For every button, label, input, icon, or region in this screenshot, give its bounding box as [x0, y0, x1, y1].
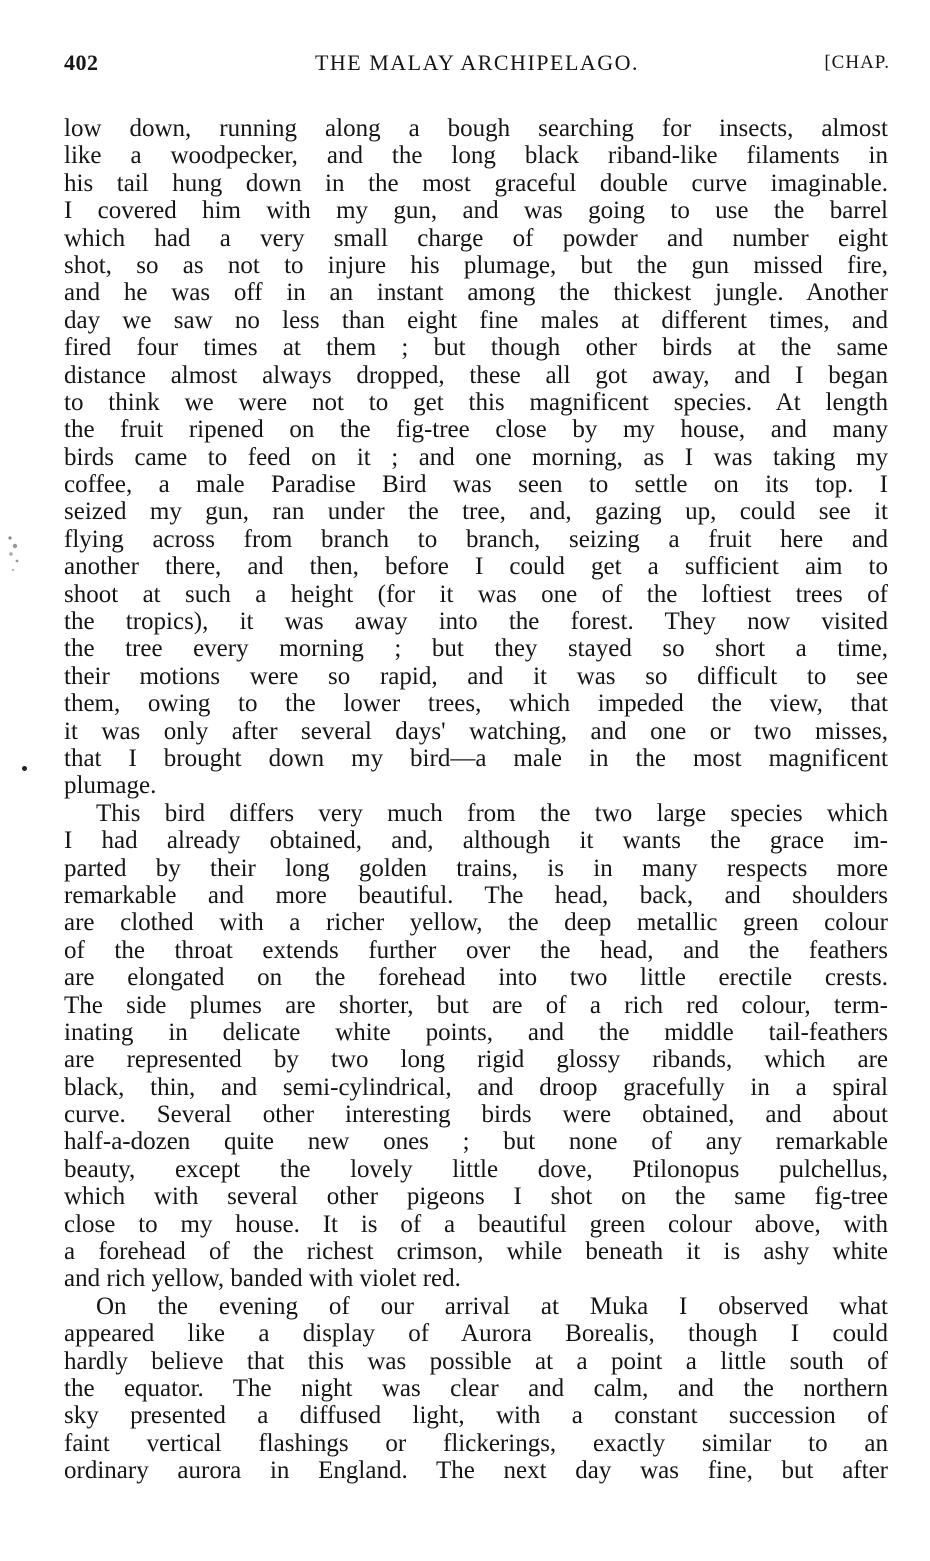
- text-line: them, owing to the lower trees, which impeded the view, that: [64, 690, 888, 718]
- text-line: appeared like a display of Aurora Borealis, though I could: [64, 1320, 888, 1348]
- text-line: their motions were so rapid, and it was so difficult to see: [64, 662, 888, 690]
- text-line: the tropics), it was away into the forest. They now visited: [64, 608, 888, 636]
- text-line: of the throat extends further over the head, and the feathers: [64, 936, 888, 964]
- text-line: seized my gun, ran under the tree, and, gazing up, could see it: [64, 498, 888, 526]
- text-line: and rich yellow, banded with violet red.: [64, 1265, 461, 1293]
- text-line: and he was off in an instant among the thickest jungle. Another: [64, 279, 888, 307]
- text-line: the equator. The night was clear and calm, and the northern: [64, 1374, 888, 1402]
- paragraph: [64, 115, 888, 800]
- text-line: plumage.: [64, 772, 157, 800]
- chapter-mark: [CHAP.: [824, 52, 890, 73]
- paragraph: [64, 1293, 888, 1485]
- body-text: [64, 115, 888, 1485]
- text-line: coffee, a male Paradise Bird was seen to settle on its top. I: [64, 471, 888, 499]
- margin-speck: [4, 530, 24, 580]
- text-line: half-a-dozen quite new ones ; but none of any remarkable: [64, 1128, 888, 1156]
- text-line: which had a very small charge of powder and number eight: [64, 224, 888, 252]
- text-line: The side plumes are shorter, but are of a rich red colour, term-: [64, 991, 888, 1019]
- text-line: low down, running along a bough searching for insects, almost: [64, 115, 888, 142]
- page-number: 402: [64, 50, 99, 75]
- text-line: are elongated on the forehead into two little erectile crests.: [64, 964, 888, 992]
- text-line: shot, so as not to injure his plumage, but the gun missed fire,: [64, 251, 888, 279]
- book-title: THE MALAY ARCHIPELAGO.: [314, 50, 640, 75]
- text-line: On the evening of our arrival at Muka I observed what: [96, 1292, 888, 1320]
- text-line: ordinary aurora in England. The next day was fine, but after: [64, 1457, 888, 1485]
- text-line: curve. Several other interesting birds were obtained, and about: [64, 1101, 888, 1129]
- text-line: are clothed with a richer yellow, the deep metallic green colour: [64, 909, 888, 937]
- text-line: I covered him with my gun, and was going to use the barrel: [64, 197, 888, 225]
- text-line: are represented by two long rigid glossy ribands, which are: [64, 1046, 888, 1074]
- margin-dot: [22, 766, 27, 771]
- text-line: beauty, except the lovely little dove, Ptilonopus pulchellus,: [64, 1155, 888, 1183]
- text-line: another there, and then, before I could get a sufficient aim to: [64, 553, 888, 581]
- text-line: shoot at such a height (for it was one of the loftiest trees of: [64, 580, 888, 608]
- text-line: This bird differs very much from the two large species which: [96, 799, 888, 827]
- text-line: sky presented a diffused light, with a constant succession of: [64, 1402, 888, 1430]
- text-line: like a woodpecker, and the long black riband-like filaments in: [64, 142, 888, 170]
- text-line: to think we were not to get this magnificent species. At length: [64, 388, 888, 416]
- text-line: which with several other pigeons I shot on the same fig-tree: [64, 1183, 888, 1211]
- text-line: his tail hung down in the most graceful double curve imaginable.: [64, 169, 888, 197]
- text-line: that I brought down my bird—a male in the most magnificent: [64, 744, 888, 772]
- text-line: remarkable and more beautiful. The head, back, and shoulders: [64, 881, 888, 909]
- text-line: distance almost always dropped, these all got away, and I began: [64, 361, 888, 389]
- text-line: parted by their long golden trains, is in many respects more: [64, 854, 888, 882]
- paragraph: [64, 800, 888, 1293]
- text-line: day we saw no less than eight fine males at different times, and: [64, 306, 888, 334]
- text-line: fired four times at them ; but though other birds at the same: [64, 334, 888, 362]
- text-line: a forehead of the richest crimson, while beneath it is ashy white: [64, 1238, 888, 1266]
- text-line: I had already obtained, and, although it wants the grace im-: [64, 827, 888, 855]
- running-head: [64, 50, 890, 84]
- text-line: close to my house. It is of a beautiful green colour above, with: [64, 1210, 888, 1238]
- text-line: it was only after several days' watching, and one or two misses,: [64, 717, 888, 745]
- text-line: the fruit ripened on the fig-tree close by my house, and many: [64, 416, 888, 444]
- text-line: black, thin, and semi-cylindrical, and droop gracefully in a spiral: [64, 1073, 888, 1101]
- text-line: flying across from branch to branch, seizing a fruit here and: [64, 525, 888, 553]
- text-line: faint vertical flashings or flickerings, exactly similar to an: [64, 1429, 888, 1457]
- text-line: hardly believe that this was possible at a point a little south of: [64, 1347, 888, 1375]
- text-line: the tree every morning ; but they stayed so short a time,: [64, 635, 888, 663]
- text-line: inating in delicate white points, and the middle tail-feathers: [64, 1018, 888, 1046]
- text-line: birds came to feed on it ; and one morning, as I was taking my: [64, 443, 888, 471]
